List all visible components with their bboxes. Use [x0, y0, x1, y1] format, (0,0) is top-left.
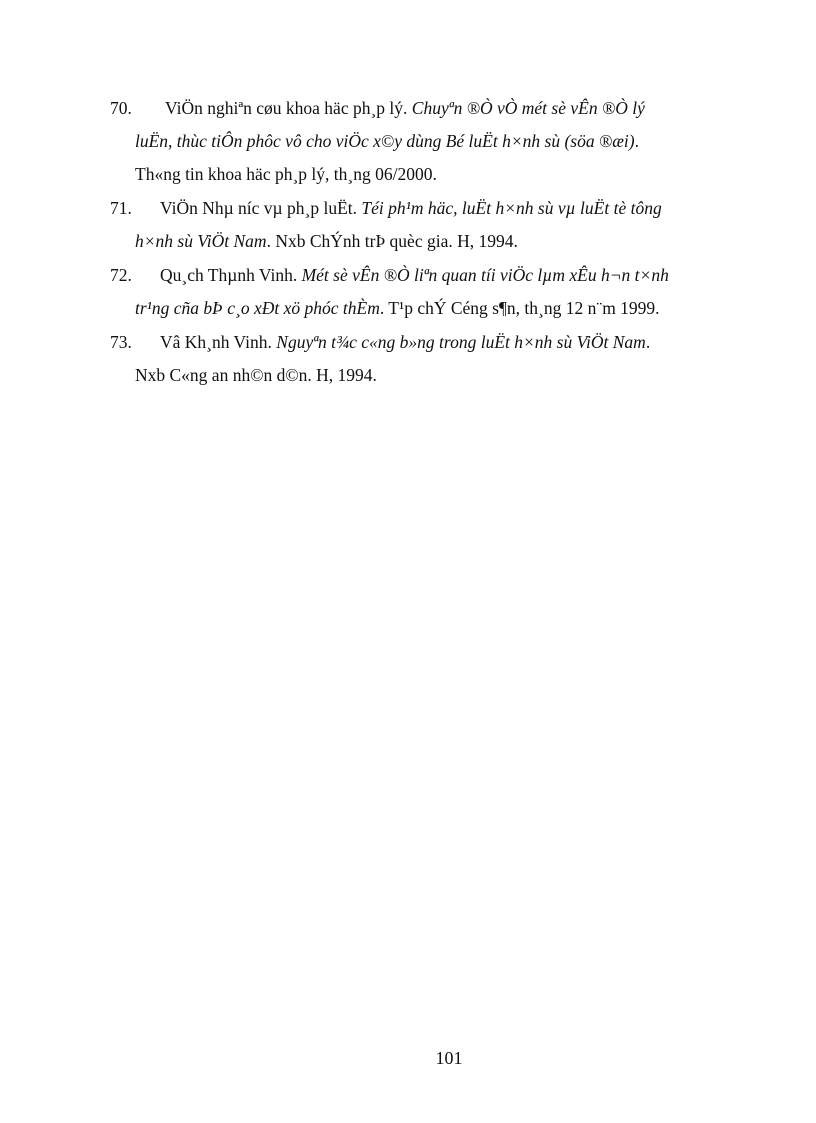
reference-title: Nguyªn t¾c c«ng b»ng trong luËt h×nh sù ViÖt Nam: [276, 332, 646, 352]
reference-line: [110, 359, 740, 392]
reference-line: [110, 158, 740, 191]
reference-item-72: [110, 259, 740, 325]
reference-line: [110, 125, 740, 158]
reference-line: [110, 92, 740, 125]
reference-author: Vâ Kh¸nh Vinh.: [160, 332, 277, 352]
reference-number: 73.: [110, 332, 132, 352]
reference-line: [110, 192, 740, 225]
reference-number: 70.: [110, 98, 132, 118]
page-number: 101: [435, 1048, 463, 1068]
reference-line: [110, 225, 740, 258]
reference-item-70: [110, 92, 740, 191]
reference-number: 71.: [110, 198, 132, 218]
reference-line: [110, 292, 740, 325]
reference-title: luËn, thùc tiÔn phôc vô cho viÖc x©y dùng Bé luËt h×nh sù (söa ®æi): [135, 131, 635, 151]
reference-title: tr¹ng cña bÞ c¸o xÐt xö phóc thÈm: [135, 298, 380, 318]
reference-author: ViÖn nghiªn cøu khoa häc ph¸p lý.: [165, 98, 412, 118]
reference-item-71: [110, 192, 740, 258]
reference-tail: . Nxb ChÝnh trÞ quèc gia. H, 1994.: [266, 231, 518, 251]
reference-title: Téi ph¹m häc, luËt h×nh sù vµ luËt tè tông: [361, 198, 662, 218]
reference-list: [110, 92, 740, 393]
reference-tail: .: [634, 131, 639, 151]
reference-title: Mét sè vÊn ®Ò liªn quan tíi viÖc lµm xÊu h¬n t×nh: [301, 265, 669, 285]
reference-tail: Nxb C«ng an nh©n d©n. H, 1994.: [135, 365, 377, 385]
reference-title: h×nh sù ViÖt Nam: [135, 231, 267, 251]
reference-title: Chuyªn ®Ò vÒ mét sè vÊn ®Ò lý: [411, 98, 645, 118]
reference-author: Qu¸ch Thµnh Vinh.: [160, 265, 302, 285]
reference-item-73: [110, 326, 740, 392]
reference-tail: .: [645, 332, 651, 352]
reference-line: [110, 326, 740, 359]
reference-tail: Th«ng tin khoa häc ph¸p lý, th¸ng 06/2000.: [135, 164, 437, 184]
reference-tail: . T¹p chÝ Céng s¶n, th¸ng 12 n¨m 1999.: [379, 298, 660, 318]
reference-number: 72.: [110, 265, 132, 285]
reference-line: [110, 259, 740, 292]
reference-author: ViÖn Nhµ níc vµ ph¸p luËt.: [160, 198, 362, 218]
